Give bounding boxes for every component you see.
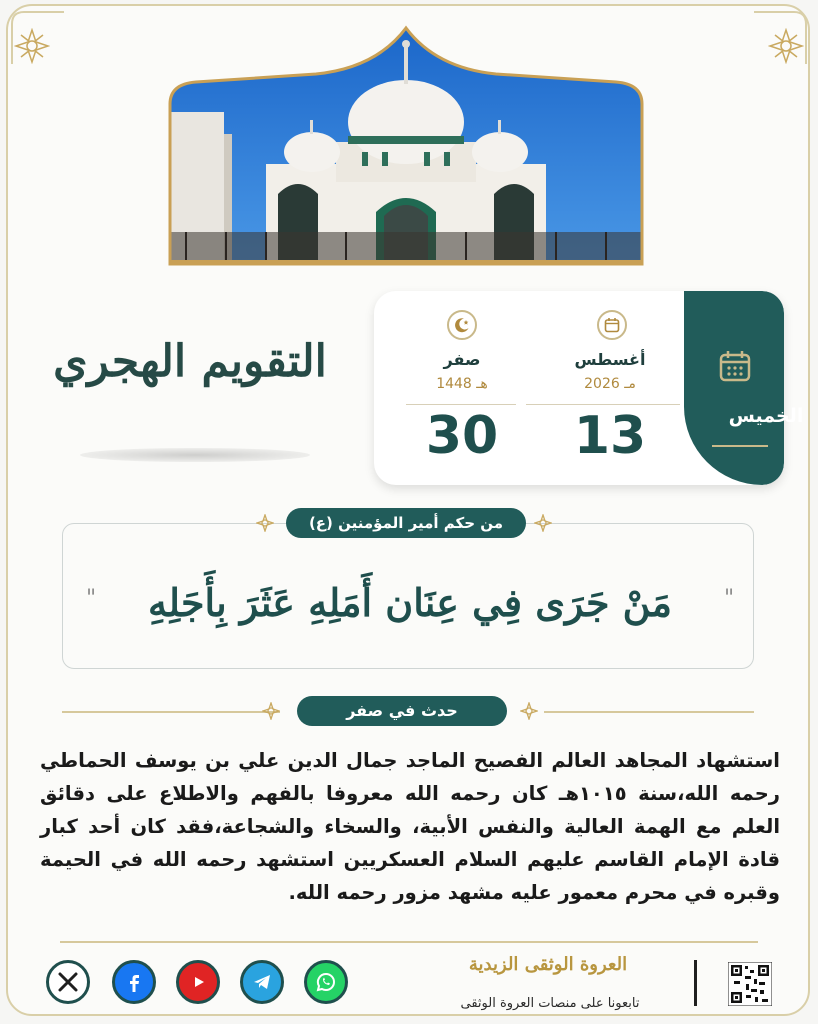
- event-header-pill: حدث في صفر: [297, 696, 507, 726]
- gregorian-month: أغسطس: [574, 350, 646, 369]
- hijri-calendar-title: التقويم الهجري: [53, 336, 327, 387]
- quote-text: مَنْ جَرَى فِي عِنَان أَمَلِهِ عَثَرَ بِأَجَلِهِ: [148, 580, 672, 625]
- brand-logo: العروة الوثقى الزيدية: [468, 954, 628, 975]
- gregorian-calendar-badge: [597, 310, 627, 340]
- whatsapp-link[interactable]: [304, 960, 348, 1004]
- gregorian-year: 2026 مـ: [584, 376, 636, 392]
- weekday-underline: [712, 445, 768, 447]
- mosque-hero-image: [166, 24, 646, 266]
- flower-ornament-icon: [534, 514, 552, 532]
- calendar-small-icon: [604, 317, 620, 333]
- whatsapp-icon: [315, 971, 337, 993]
- x-icon: [57, 971, 79, 993]
- follow-text: تابعونا على منصات العروة الوثقى: [460, 996, 640, 1011]
- hijri-year: 1448 هـ: [436, 376, 488, 392]
- mandala-ornament-right-icon: [768, 28, 804, 64]
- facebook-icon: [123, 971, 145, 993]
- youtube-link[interactable]: [176, 960, 220, 1004]
- event-rule-right: [544, 711, 754, 713]
- quote-header-pill: من حكم أمير المؤمنين (ع): [286, 508, 526, 538]
- telegram-link[interactable]: [240, 960, 284, 1004]
- weekday-label: الخميس: [728, 405, 804, 427]
- crescent-moon-icon: [453, 316, 471, 334]
- gregorian-day: 13: [573, 406, 647, 466]
- close-quote-mark: ": [86, 586, 97, 611]
- event-body-text: استشهاد المجاهد العالم الفصيح الماجد جمال الدين علي بن يوسف الحماطي رحمه الله،سنة ١٠١٥هـ كان رحمه الله معروفا بالفهم والاطلاع على دقائق العلم مع الهمة العالية والنفس الأبية، والسخاء والشجاعة،فقد كان أحد كبار قادة الإمام القاسم عليهم السلام العسكريين استشهد رحمه الله في الحيمة وقبره في محرم معمور عليه مشهد مزور رحمه الله.: [40, 749, 780, 904]
- flower-ornament-icon: [256, 514, 274, 532]
- hijri-separator: [406, 404, 516, 405]
- calendar-icon: [718, 349, 752, 383]
- weekday-panel: [684, 291, 784, 485]
- footer-rule: [60, 941, 758, 943]
- facebook-link[interactable]: [112, 960, 156, 1004]
- x-link[interactable]: [46, 960, 90, 1004]
- footer-divider: [694, 960, 697, 1006]
- open-quote-mark: ": [724, 586, 735, 611]
- telegram-icon: [251, 971, 273, 993]
- youtube-icon: [187, 971, 209, 993]
- hijri-calendar-badge: [447, 310, 477, 340]
- flower-ornament-icon: [520, 702, 538, 720]
- gregorian-separator: [526, 404, 680, 405]
- mandala-ornament-left-icon: [14, 28, 50, 64]
- qr-code-icon[interactable]: [728, 962, 772, 1006]
- event-rule-left: [62, 711, 280, 713]
- hijri-day: 30: [425, 406, 499, 466]
- title-shadow: [80, 448, 310, 462]
- hijri-month: صفر: [443, 350, 481, 369]
- flower-ornament-icon: [262, 702, 280, 720]
